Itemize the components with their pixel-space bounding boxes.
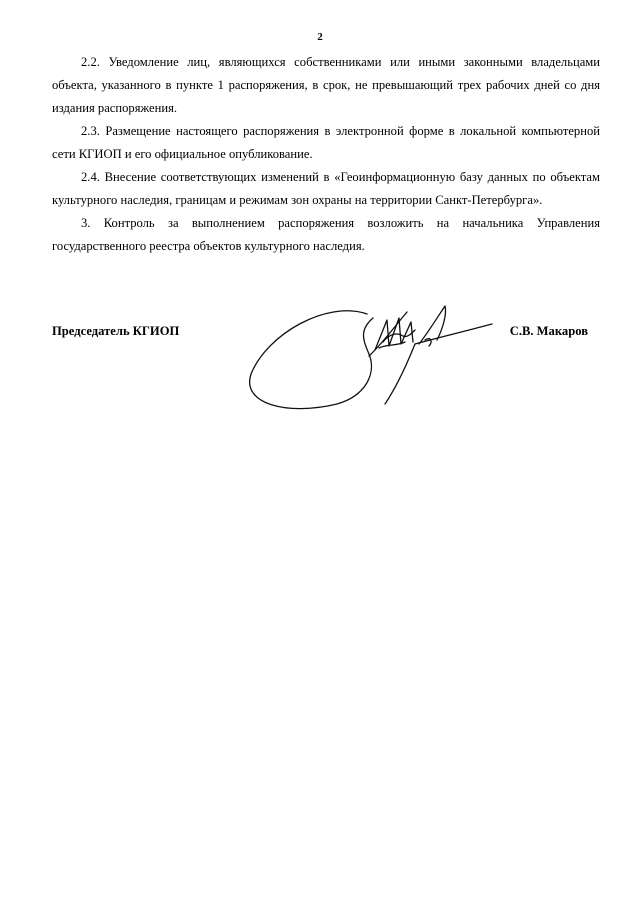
paragraph-2-4: 2.4. Внесение соответствующих изменений в «Геоинформационную базу данных по объектам культурного наследия, границам и режимам зон охраны на территории Санкт-Петербурга». [52, 170, 600, 207]
handwritten-signature [247, 304, 507, 424]
paragraph-2-3: 2.3. Размещение настоящего распоряжения в электронной форме в локальной компьютерной сети КГИОП и его официальное опубликование. [52, 124, 600, 161]
paragraph-2-2: 2.2. Уведомление лиц, являющихся собственниками или иными законными владельцами объекта, указанного в пункте 1 распоряжения, в срок, не превышающий трех рабочих дней со дня издания распоряжения. [52, 55, 600, 115]
page-number: 2 [317, 31, 323, 43]
document-body [52, 51, 600, 258]
paragraph-3: 3. Контроль за выполнением распоряжения возложить на начальника Управления государственного реестра объектов культурного наследия. [52, 216, 600, 253]
signature-block [52, 320, 600, 430]
signatory-name: С.В. Макаров [509, 324, 588, 338]
signatory-title: Председатель КГИОП [52, 324, 180, 338]
